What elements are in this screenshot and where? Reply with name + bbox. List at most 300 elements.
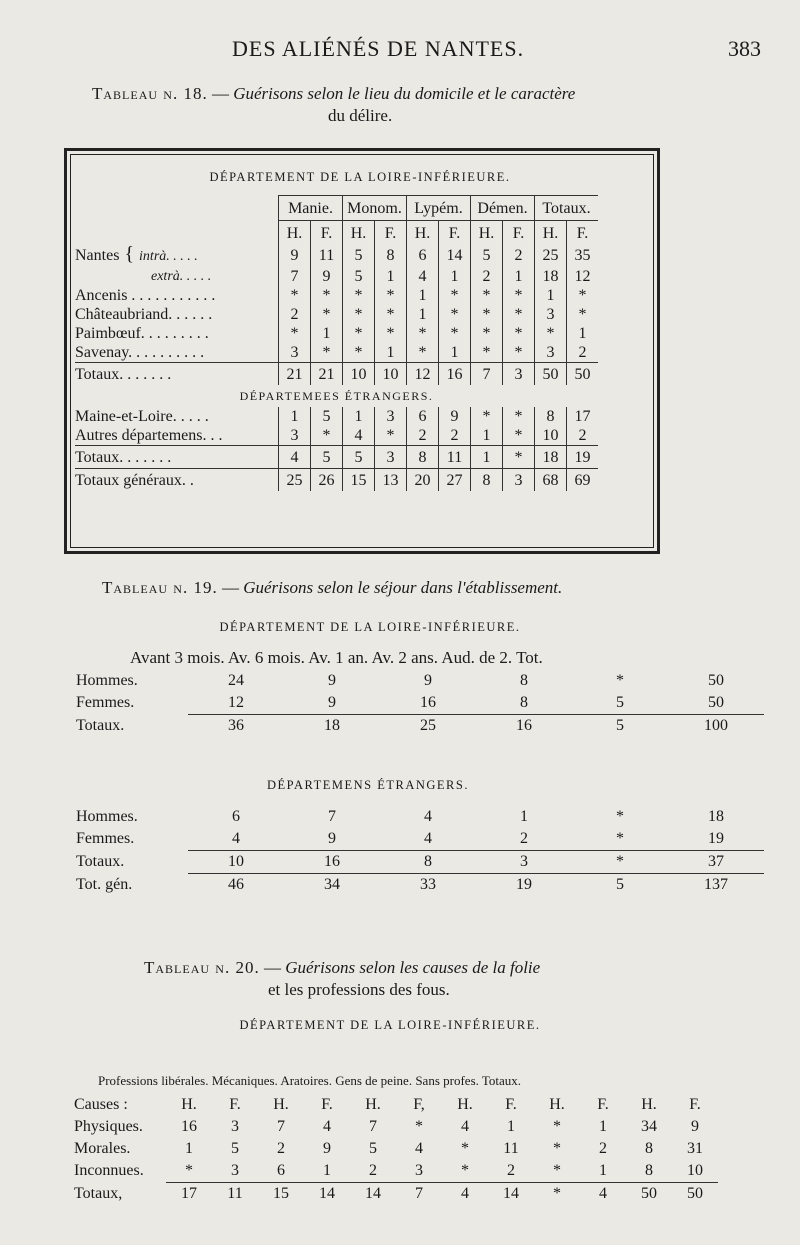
t20-row bbox=[74, 1116, 718, 1138]
t18-cell: 1 bbox=[439, 343, 471, 363]
t20-cell: 7 bbox=[277, 1118, 285, 1135]
t19-cell: 1 bbox=[520, 808, 528, 825]
t18-cell: * bbox=[471, 407, 503, 426]
t20-sex-header: F. bbox=[689, 1096, 701, 1113]
t18-row-label bbox=[75, 266, 279, 286]
t18-sep-row bbox=[75, 385, 598, 407]
t20-sex-header: F. bbox=[505, 1096, 517, 1113]
t19-cell: 4 bbox=[424, 808, 432, 825]
t19-row-label: Femmes. bbox=[76, 694, 135, 712]
t20-cell: 2 bbox=[277, 1140, 285, 1157]
t19-cell: 50 bbox=[708, 672, 724, 689]
t18-sex-header: H. bbox=[471, 221, 503, 246]
t18-cell: * bbox=[439, 305, 471, 324]
t18-cell: * bbox=[471, 286, 503, 305]
t18-corner bbox=[75, 196, 279, 221]
t19-cell: 10 bbox=[188, 851, 284, 874]
t19-cell: 9 bbox=[328, 672, 336, 689]
t20-sex-header: H. bbox=[181, 1096, 197, 1113]
t20-cell: 50 bbox=[626, 1183, 672, 1206]
t18-label-text: Châteaubriand. . . . . . bbox=[75, 306, 213, 323]
t18-cell: 3 bbox=[503, 469, 535, 492]
t20-cell: * bbox=[553, 1118, 561, 1135]
t18-cell: * bbox=[471, 343, 503, 363]
t19-row bbox=[76, 692, 764, 715]
t18-sex-header: H. bbox=[343, 221, 375, 246]
t18-cell: 12 bbox=[567, 266, 599, 286]
t18-cell: 4 bbox=[279, 446, 311, 469]
t18-cell: 5 bbox=[471, 245, 503, 266]
t20-caption bbox=[144, 958, 540, 978]
t20-sex-header: H. bbox=[365, 1096, 381, 1113]
t18-cell: 1 bbox=[279, 407, 311, 426]
t18-cell: 5 bbox=[343, 245, 375, 266]
t19-dept-heading: DÉPARTEMENT DE LA LOIRE-INFÉRIEURE. bbox=[219, 620, 521, 634]
t20-cell: 4 bbox=[323, 1118, 331, 1135]
t19-cell: 34 bbox=[284, 874, 380, 897]
t18-cell: * bbox=[375, 426, 407, 446]
t18-cell: * bbox=[503, 286, 535, 305]
t20-row-label: Inconnues. bbox=[74, 1162, 144, 1180]
t18-cell: * bbox=[311, 286, 343, 305]
t18-cell: 9 bbox=[439, 407, 471, 426]
t20-cell: 50 bbox=[672, 1183, 718, 1206]
t18-row-label bbox=[75, 363, 279, 386]
t20-row-label: Morales. bbox=[74, 1140, 131, 1157]
t18-label-text: Autres départemens. . . bbox=[75, 427, 223, 444]
t19-row-label: Femmes. bbox=[76, 830, 135, 848]
t18-cell: 3 bbox=[279, 426, 311, 446]
t20-cell: 15 bbox=[258, 1183, 304, 1206]
t20-cell: 14 bbox=[304, 1183, 350, 1206]
t19-cell: 6 bbox=[232, 808, 240, 825]
t20-cell: * bbox=[461, 1140, 469, 1157]
t19-cell: 18 bbox=[284, 715, 380, 738]
t18-cell: 8 bbox=[471, 469, 503, 492]
t19-row bbox=[76, 828, 764, 851]
t20-cell: 14 bbox=[350, 1183, 396, 1206]
t18-row bbox=[75, 426, 598, 446]
t18-group-header-row bbox=[75, 196, 598, 221]
t18-cell: * bbox=[503, 426, 535, 446]
t19-cell: 137 bbox=[668, 874, 764, 897]
t19-cell: 25 bbox=[380, 715, 476, 738]
t19-cell: 4 bbox=[232, 830, 240, 847]
t19-cell: 9 bbox=[424, 672, 432, 689]
t20-cell: 10 bbox=[687, 1162, 703, 1179]
t20-cell: 8 bbox=[645, 1162, 653, 1179]
t18-cell: 16 bbox=[439, 363, 471, 386]
t18-dept-heading-2: DÉPARTEMEES ÉTRANGERS. bbox=[239, 388, 434, 403]
t19-caption-label: Tableau n. 19. bbox=[102, 578, 218, 597]
t20-cell: 2 bbox=[507, 1162, 515, 1179]
t19-cell: 24 bbox=[228, 672, 244, 689]
t18-cell: 2 bbox=[439, 426, 471, 446]
t18-brace: { bbox=[119, 243, 140, 265]
t18-row-label bbox=[75, 469, 279, 492]
t18-sex-header: F. bbox=[375, 221, 407, 246]
t18-cell: 25 bbox=[279, 469, 311, 492]
t18-cell: 3 bbox=[503, 363, 535, 386]
t18-cell: * bbox=[279, 324, 311, 343]
t20-sex-header: F, bbox=[413, 1096, 425, 1113]
t20-cell: 4 bbox=[442, 1183, 488, 1206]
t18-group-header: Lypém. bbox=[407, 196, 471, 221]
t18-cell: 26 bbox=[311, 469, 343, 492]
t18-cell: 19 bbox=[567, 446, 599, 469]
t18-cell: 2 bbox=[567, 426, 599, 446]
t20-cell: 4 bbox=[580, 1183, 626, 1206]
t19-cell: 3 bbox=[476, 851, 572, 874]
t18-cell: 1 bbox=[471, 426, 503, 446]
t18-sex-header: F. bbox=[439, 221, 471, 246]
t18-cell: 1 bbox=[503, 266, 535, 286]
t20-table bbox=[74, 1094, 718, 1205]
t18-cell: * bbox=[503, 446, 535, 469]
t19-row-label: Hommes. bbox=[76, 808, 138, 825]
t18-row bbox=[75, 305, 598, 324]
t18-cell: 3 bbox=[535, 305, 567, 324]
t19-cell: 8 bbox=[520, 694, 528, 711]
t20-cell: 7 bbox=[396, 1183, 442, 1206]
t18-group-header: Totaux. bbox=[535, 196, 599, 221]
t18-cell: 5 bbox=[311, 446, 343, 469]
t18-row bbox=[75, 407, 598, 426]
t18-cell: 12 bbox=[407, 363, 439, 386]
t18-cell: 4 bbox=[343, 426, 375, 446]
t20-cell: 9 bbox=[691, 1118, 699, 1135]
t20-cell: * bbox=[185, 1162, 193, 1179]
t18-cell: * bbox=[375, 286, 407, 305]
t20-cell: 34 bbox=[641, 1118, 657, 1135]
t18-label-text: Paimbœuf. . . . . . . . . bbox=[75, 325, 209, 342]
t20-cell: 1 bbox=[323, 1162, 331, 1179]
t18-cell: 8 bbox=[407, 446, 439, 469]
t20-cell: 11 bbox=[212, 1183, 258, 1206]
t18-sex-header: H. bbox=[535, 221, 567, 246]
t18-cell: 2 bbox=[471, 266, 503, 286]
t18-cell: * bbox=[343, 324, 375, 343]
t19-table-1 bbox=[76, 670, 764, 737]
t18-table bbox=[75, 195, 598, 491]
t18-cell: 1 bbox=[311, 324, 343, 343]
t19-row-label: Tot. gén. bbox=[76, 875, 133, 893]
t18-cell: 5 bbox=[343, 266, 375, 286]
t18-cell: 9 bbox=[311, 266, 343, 286]
t19-cell: 8 bbox=[380, 851, 476, 874]
t18-row bbox=[75, 286, 598, 305]
t19-cell: 16 bbox=[476, 715, 572, 738]
t19-cell: 9 bbox=[328, 830, 336, 847]
t18-group-header: Démen. bbox=[471, 196, 535, 221]
t19-cell: * bbox=[616, 808, 624, 825]
t20-sex-header: H. bbox=[273, 1096, 289, 1113]
t20-cell: 5 bbox=[369, 1140, 377, 1157]
t19-cell: 33 bbox=[380, 874, 476, 897]
t18-cell: * bbox=[279, 286, 311, 305]
t18-cell: * bbox=[407, 343, 439, 363]
t20-cell: * bbox=[553, 1162, 561, 1179]
t18-cell: 9 bbox=[279, 245, 311, 266]
t18-cell: 10 bbox=[375, 363, 407, 386]
t18-cell: 11 bbox=[439, 446, 471, 469]
t18-cell: * bbox=[471, 324, 503, 343]
t19-cell: 12 bbox=[228, 694, 244, 711]
t18-cell: 2 bbox=[503, 245, 535, 266]
t18-row bbox=[75, 245, 598, 266]
t20-cell: 2 bbox=[599, 1140, 607, 1157]
t18-cell: * bbox=[503, 343, 535, 363]
t19-row-label: Hommes. bbox=[76, 672, 138, 689]
t18-total-row bbox=[75, 363, 598, 386]
t18-cell: * bbox=[343, 305, 375, 324]
t19-row-label: Totaux. bbox=[76, 716, 125, 734]
t18-cell: 17 bbox=[567, 407, 599, 426]
t18-row-label bbox=[75, 446, 279, 469]
t19-dept-heading-2: DÉPARTEMENS ÉTRANGERS. bbox=[267, 778, 469, 792]
t18-cell: * bbox=[503, 407, 535, 426]
t18-nantes-label: Nantes bbox=[75, 247, 120, 264]
t20-causes-label: Causes : bbox=[74, 1096, 128, 1113]
t18-row-label bbox=[75, 245, 279, 266]
t18-cell: 4 bbox=[407, 266, 439, 286]
t20-cell: 4 bbox=[415, 1140, 423, 1157]
t19-cell: 36 bbox=[188, 715, 284, 738]
t18-cell: * bbox=[567, 286, 599, 305]
t18-row bbox=[75, 343, 598, 363]
t18-grand-total-row bbox=[75, 469, 598, 492]
t18-cell: 2 bbox=[279, 305, 311, 324]
t20-cell: 3 bbox=[231, 1162, 239, 1179]
t18-total-row-2 bbox=[75, 446, 598, 469]
t19-cell: 5 bbox=[572, 874, 668, 897]
t19-grand-total-row bbox=[76, 874, 764, 897]
t18-cell: 18 bbox=[535, 266, 567, 286]
t20-total-row bbox=[74, 1183, 718, 1206]
t18-cell: 18 bbox=[535, 446, 567, 469]
t18-cell: 25 bbox=[535, 245, 567, 266]
t20-cell: 3 bbox=[415, 1162, 423, 1179]
t18-caption-dash: — bbox=[207, 84, 234, 103]
t18-cell: 3 bbox=[375, 407, 407, 426]
t20-cell: * bbox=[553, 1140, 561, 1157]
t19-table-2 bbox=[76, 806, 764, 896]
t18-cell: 68 bbox=[535, 469, 567, 492]
t18-row-label bbox=[75, 426, 279, 446]
t20-row-label: Totaux, bbox=[74, 1184, 123, 1202]
t18-cell: 6 bbox=[407, 245, 439, 266]
t18-caption-line2: du délire. bbox=[328, 106, 393, 125]
t20-cell: 11 bbox=[503, 1140, 519, 1157]
t20-row bbox=[74, 1138, 718, 1160]
t18-sex-header: H. bbox=[279, 221, 311, 246]
t19-row bbox=[76, 806, 764, 828]
t18-row-label bbox=[75, 286, 279, 305]
t18-cell: 3 bbox=[375, 446, 407, 469]
t18-cell: 1 bbox=[567, 324, 599, 343]
t18-sex-header-row bbox=[75, 221, 598, 246]
t19-caption-dash: — bbox=[217, 578, 244, 597]
t18-cell: 50 bbox=[567, 363, 599, 386]
t18-cell: 35 bbox=[567, 245, 599, 266]
t20-cell: * bbox=[461, 1162, 469, 1179]
t18-cell: * bbox=[535, 324, 567, 343]
t20-column-header: Professions libérales. Mécaniques. Aratoires. Gens de peine. Sans profes. Totaux. bbox=[98, 1073, 522, 1088]
t20-cell: 5 bbox=[231, 1140, 239, 1157]
t19-cell: 18 bbox=[708, 808, 724, 825]
t18-group-header: Monom. bbox=[343, 196, 407, 221]
t18-cell: * bbox=[407, 324, 439, 343]
t19-column-header: Avant 3 mois. Av. 6 mois. Av. 1 an. Av. 2 ans. Aud. de 2. Tot. bbox=[130, 648, 543, 667]
t18-cell: 7 bbox=[471, 363, 503, 386]
t18-cell: 15 bbox=[343, 469, 375, 492]
t20-cell: 3 bbox=[231, 1118, 239, 1135]
t20-cell: 31 bbox=[687, 1140, 703, 1157]
t19-cell: 9 bbox=[328, 694, 336, 711]
t20-cell: * bbox=[415, 1118, 423, 1135]
t18-cell: 1 bbox=[375, 266, 407, 286]
t18-cell: 1 bbox=[407, 286, 439, 305]
t20-caption-label: Tableau n. 20. bbox=[144, 958, 260, 977]
t18-cell: 20 bbox=[407, 469, 439, 492]
t18-cell: * bbox=[503, 305, 535, 324]
t18-label-text: Totaux généraux. . bbox=[75, 471, 194, 489]
t18-cell: 50 bbox=[535, 363, 567, 386]
running-title: DES ALIÉNÉS DE NANTES. bbox=[232, 36, 525, 61]
running-head bbox=[0, 36, 800, 66]
t18-sex-header: F. bbox=[567, 221, 599, 246]
t18-sex-header: F. bbox=[503, 221, 535, 246]
t18-cell: * bbox=[311, 305, 343, 324]
t18-cell: 1 bbox=[343, 407, 375, 426]
t20-cell: 16 bbox=[181, 1118, 197, 1135]
t20-sex-header: H. bbox=[641, 1096, 657, 1113]
t19-cell: 4 bbox=[424, 830, 432, 847]
t18-cell: 21 bbox=[279, 363, 311, 386]
page-number: 383 bbox=[728, 36, 761, 61]
t19-cell: 5 bbox=[616, 694, 624, 711]
t18-label-text: Savenay. . . . . . . . . . bbox=[75, 344, 205, 361]
t18-cell: * bbox=[439, 286, 471, 305]
t18-cell: * bbox=[471, 305, 503, 324]
t18-cell: 27 bbox=[439, 469, 471, 492]
t19-cell: * bbox=[616, 830, 624, 847]
t19-caption-text: Guérisons selon le séjour dans l'établissement. bbox=[243, 578, 563, 597]
t18-cell: 8 bbox=[375, 245, 407, 266]
t18-cell: 11 bbox=[311, 245, 343, 266]
t20-row-label: Physiques. bbox=[74, 1118, 143, 1135]
t20-sex-header: F. bbox=[321, 1096, 333, 1113]
t20-caption-text: Guérisons selon les causes de la folie bbox=[285, 958, 541, 977]
t19-cell: 16 bbox=[284, 851, 380, 874]
t18-cell: 1 bbox=[407, 305, 439, 324]
t18-sex-header: H. bbox=[407, 221, 439, 246]
t19-cell: 7 bbox=[328, 808, 336, 825]
t18-cell: 10 bbox=[343, 363, 375, 386]
t18-row bbox=[75, 324, 598, 343]
t20-cell: 1 bbox=[599, 1162, 607, 1179]
t20-cell: 7 bbox=[369, 1118, 377, 1135]
t20-cell: 9 bbox=[323, 1140, 331, 1157]
t18-label-text: Maine-et-Loire. . . . . bbox=[75, 408, 209, 425]
t18-label-text: Totaux. . . . . . . bbox=[75, 365, 172, 383]
t18-cell: 7 bbox=[279, 266, 311, 286]
t20-dept-heading: DÉPARTEMENT DE LA LOIRE-INFÉRIEURE. bbox=[239, 1018, 541, 1032]
t19-cell: 100 bbox=[668, 715, 764, 738]
t20-cell: 1 bbox=[599, 1118, 607, 1135]
t19-total-row-2 bbox=[76, 851, 764, 874]
t19-total-row bbox=[76, 715, 764, 738]
t18-cell: 2 bbox=[567, 343, 599, 363]
t20-cell: 1 bbox=[507, 1118, 515, 1135]
t18-cell: * bbox=[503, 324, 535, 343]
t19-cell: 50 bbox=[708, 694, 724, 711]
t20-cell: * bbox=[534, 1183, 580, 1206]
t18-cell: 5 bbox=[311, 407, 343, 426]
t19-cell: 5 bbox=[572, 715, 668, 738]
t18-cell: * bbox=[375, 324, 407, 343]
t18-cell: 1 bbox=[471, 446, 503, 469]
t18-cell: 6 bbox=[407, 407, 439, 426]
t18-label-text: Totaux. . . . . . . bbox=[75, 448, 172, 466]
t18-cell: * bbox=[343, 343, 375, 363]
t20-sex-header: F. bbox=[597, 1096, 609, 1113]
t20-row bbox=[74, 1160, 718, 1183]
t20-cell: 14 bbox=[488, 1183, 534, 1206]
t18-caption-label: Tableau n. 18. bbox=[92, 84, 208, 103]
t20-sex-header: H. bbox=[457, 1096, 473, 1113]
t18-cell: 69 bbox=[567, 469, 599, 492]
t18-cell: * bbox=[567, 305, 599, 324]
t18-cell: * bbox=[375, 305, 407, 324]
t20-sex-header: F. bbox=[229, 1096, 241, 1113]
t18-caption bbox=[92, 84, 575, 104]
t18-cell: * bbox=[343, 286, 375, 305]
t18-cell: * bbox=[311, 343, 343, 363]
t19-cell: 19 bbox=[708, 830, 724, 847]
t19-cell: 2 bbox=[520, 830, 528, 847]
t18-cell: 14 bbox=[439, 245, 471, 266]
t18-cell: * bbox=[439, 324, 471, 343]
t19-row bbox=[76, 670, 764, 692]
t18-row-label bbox=[75, 407, 279, 426]
t18-cell: 5 bbox=[343, 446, 375, 469]
t18-cell: 1 bbox=[535, 286, 567, 305]
t18-sublabel: intrà. . . . . bbox=[139, 249, 198, 264]
t20-cell: 2 bbox=[369, 1162, 377, 1179]
t18-dept-heading: DÉPARTEMENT DE LA LOIRE-INFÉRIEURE. bbox=[209, 170, 511, 184]
t20-cell: 1 bbox=[185, 1140, 193, 1157]
t18-cell: 21 bbox=[311, 363, 343, 386]
t20-sex-header-row bbox=[74, 1094, 718, 1116]
t18-label-text: Ancenis . . . . . . . . . . . bbox=[75, 287, 216, 304]
t19-cell: 19 bbox=[476, 874, 572, 897]
t18-cell: * bbox=[311, 426, 343, 446]
t18-cell: 13 bbox=[375, 469, 407, 492]
t20-cell: 8 bbox=[645, 1140, 653, 1157]
t18-row bbox=[75, 266, 598, 286]
t18-row-label bbox=[75, 305, 279, 324]
t19-row-label: Totaux. bbox=[76, 853, 125, 870]
t20-caption-dash: — bbox=[259, 958, 286, 977]
t19-cell: 46 bbox=[188, 874, 284, 897]
t18-corner-2 bbox=[75, 221, 279, 246]
t18-group-header: Manie. bbox=[279, 196, 343, 221]
t18-row-label bbox=[75, 343, 279, 363]
t18-cell: 10 bbox=[535, 426, 567, 446]
t18-cell: 1 bbox=[375, 343, 407, 363]
t19-cell: 8 bbox=[520, 672, 528, 689]
